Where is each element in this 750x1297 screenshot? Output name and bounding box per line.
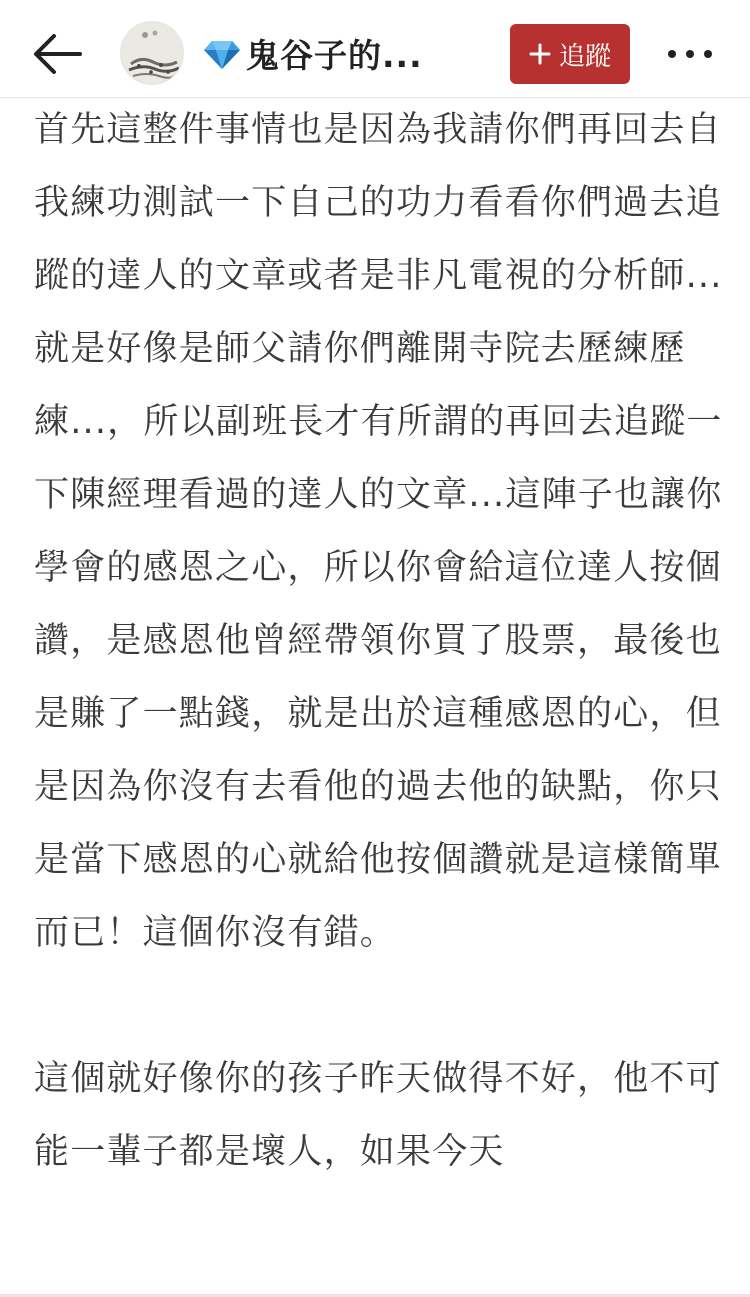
more-horizontal-icon-dot — [686, 50, 694, 58]
article-body — [34, 94, 724, 1189]
back-button[interactable] — [30, 26, 86, 82]
article-paragraph: 首先這整件事情也是因為我請你們再回去自我練功測試一下自己的功力看看你們過去追蹤的達人的文章或者是非凡電視的分析師...就是好像是師父請你們離開寺院去歷練歷練...，所以副班長才有所謂的再回去追蹤一下陳經理看過的達人的文章...這陣子也讓你學會的感恩之心，所以你會給這位達人按個讚，是感恩他曾經帶領你買了股票，最後也是賺了一點錢，就是出於這種感恩的心，但是因為你沒有去看他的過去他的缺點，你只是當下感恩的心就給他按個讚就是這樣簡單而已！這個你沒有錯。 — [34, 110, 723, 953]
author-link[interactable] — [202, 33, 423, 73]
more-horizontal-icon — [668, 50, 676, 58]
article-paragraph: 這個就好像你的孩子昨天做得不好，他不可能一輩子都是壞人，如果今天 — [34, 1059, 722, 1172]
avatar-image — [121, 22, 184, 85]
more-horizontal-icon-dot — [704, 50, 712, 58]
top-bar — [0, 0, 750, 98]
more-options-button[interactable] — [668, 34, 712, 74]
avatar[interactable] — [120, 21, 184, 85]
plus-icon — [529, 43, 551, 65]
author-name: 鬼谷子的... — [246, 35, 423, 75]
follow-button[interactable] — [510, 24, 630, 84]
arrow-left-icon — [30, 26, 86, 82]
diamond-gem-icon — [202, 33, 242, 73]
follow-label: 追蹤 — [558, 41, 611, 72]
